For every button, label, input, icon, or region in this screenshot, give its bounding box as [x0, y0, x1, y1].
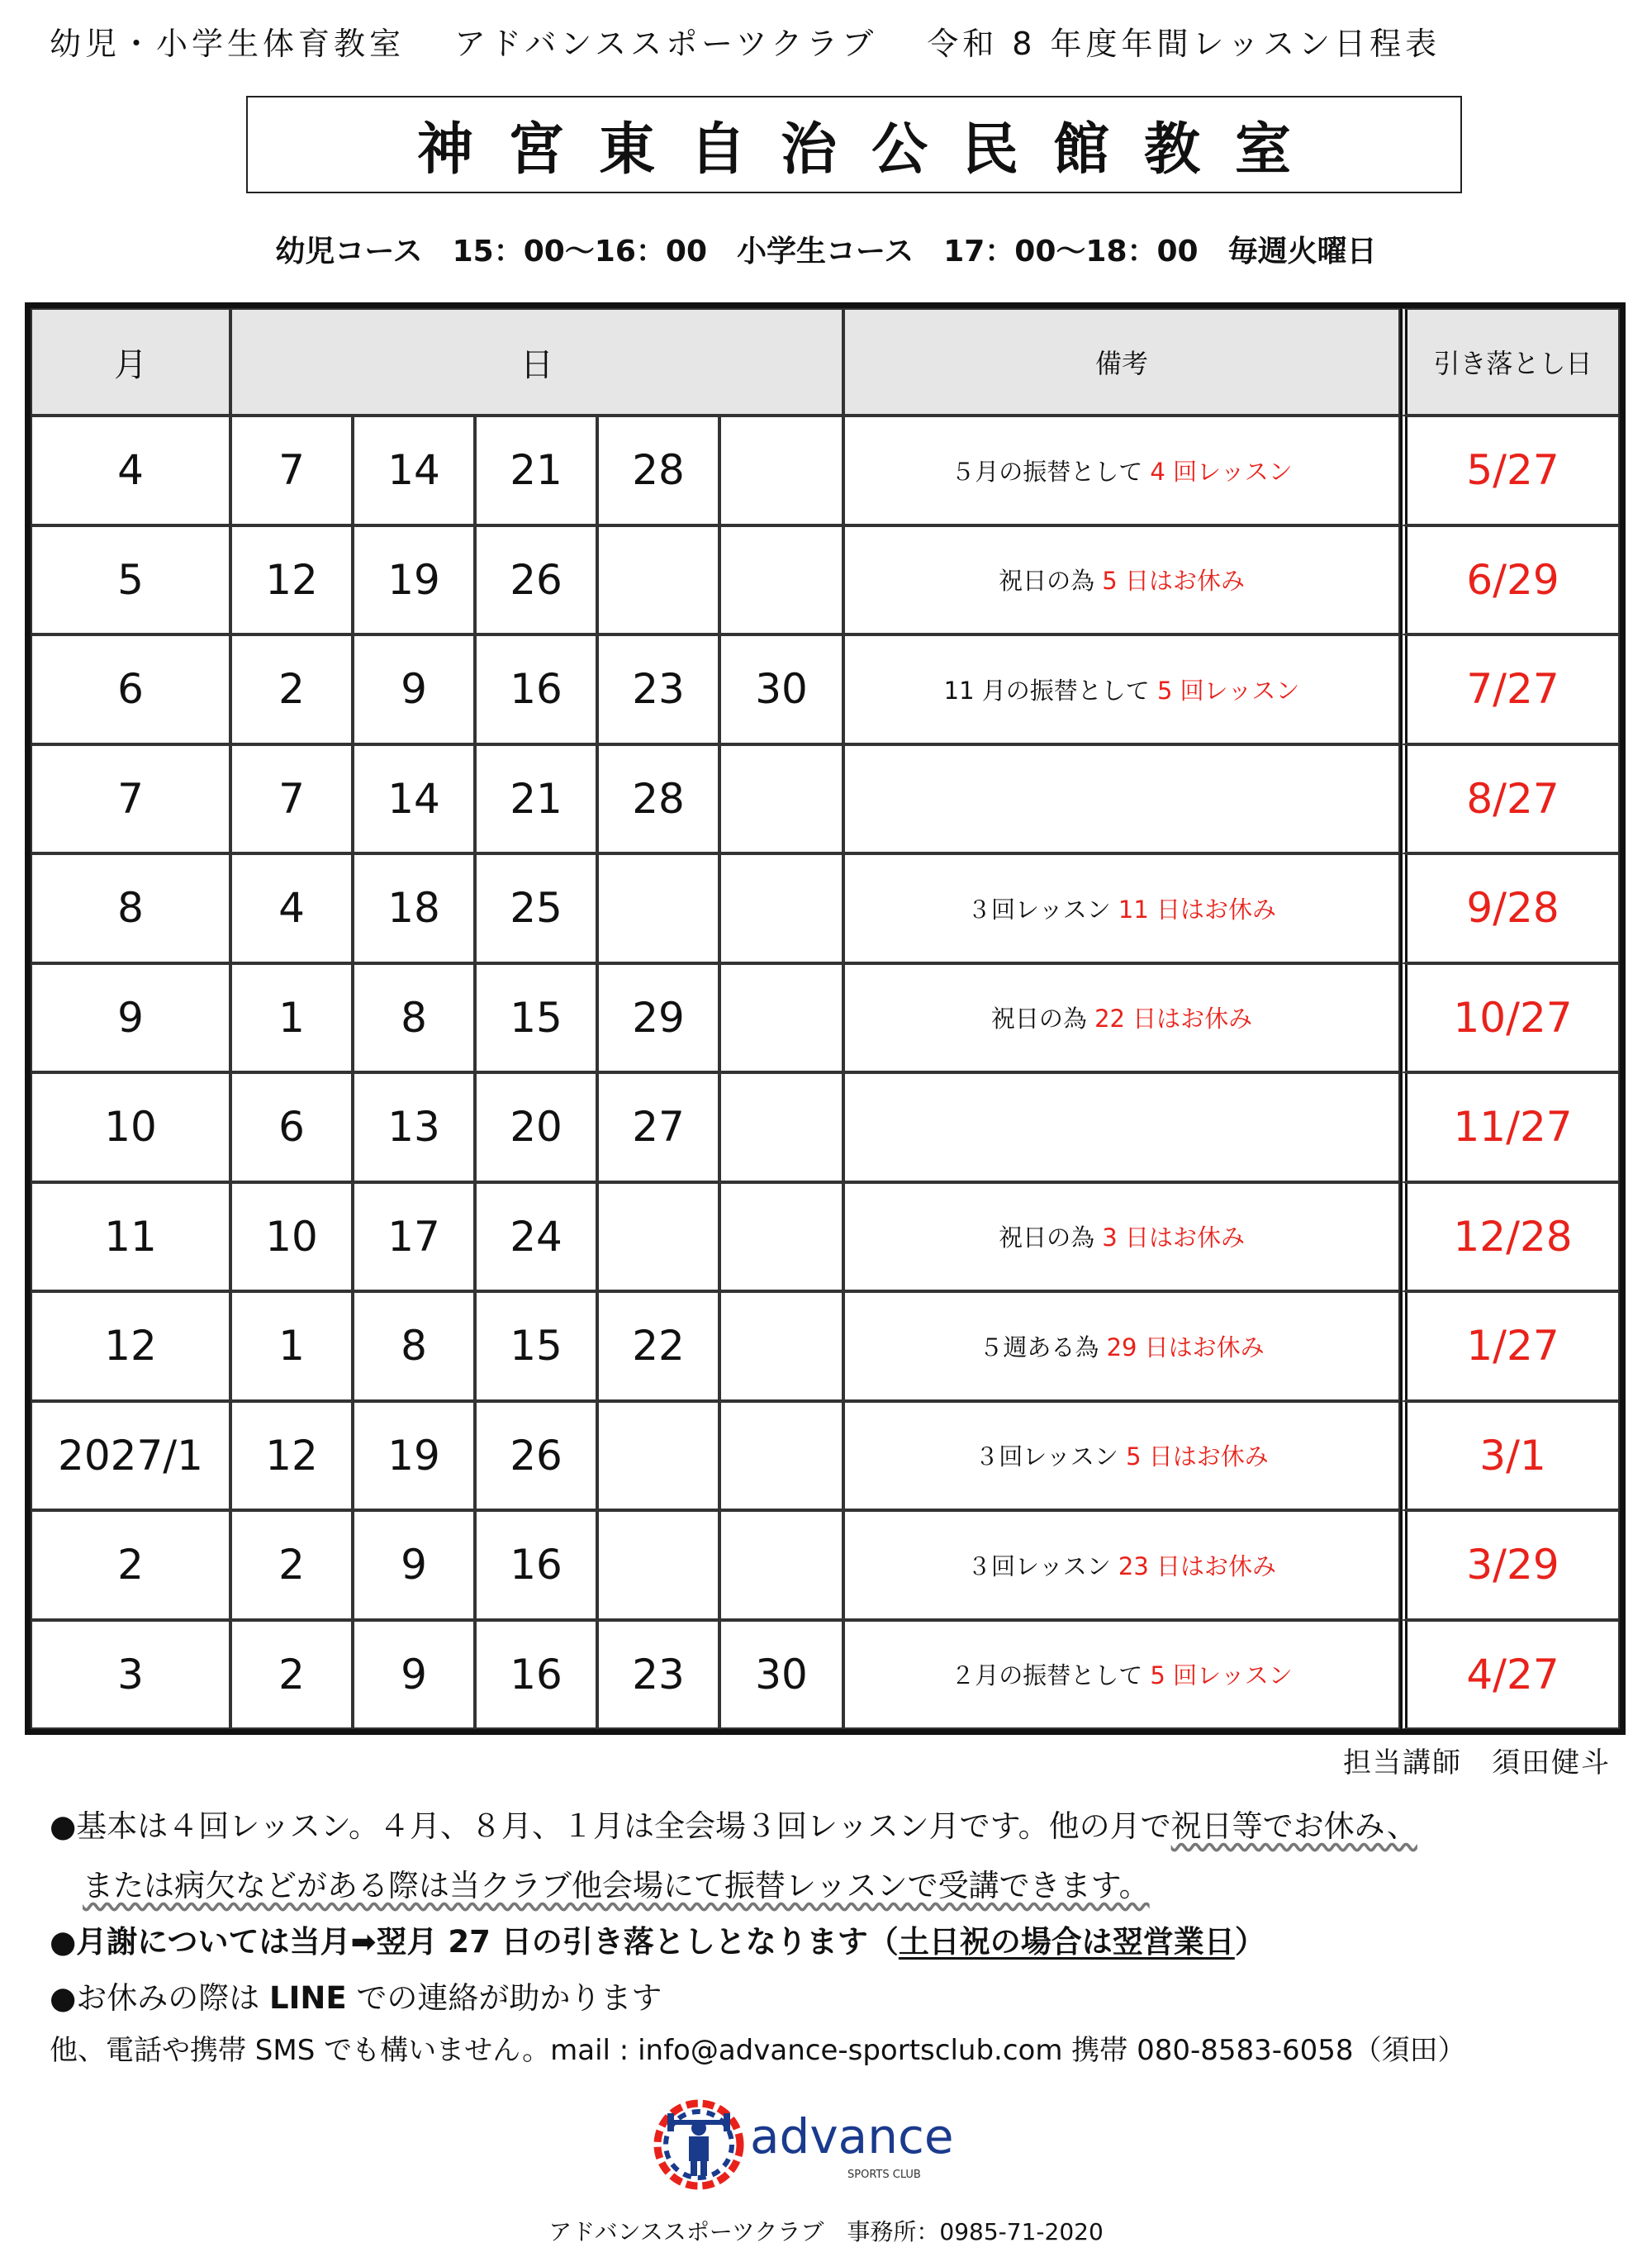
schedule-row [31, 1620, 1620, 1730]
debit-date-cell: 3/29 [1400, 1510, 1620, 1620]
lesson-schedule-table [25, 302, 1626, 1735]
venue-title-box [246, 96, 1462, 193]
month-cell: 7 [31, 744, 230, 854]
debit-date-cell: 3/1 [1400, 1401, 1620, 1511]
debit-date-cell: 11/27 [1400, 1072, 1620, 1182]
debit-date-cell: 7/27 [1400, 634, 1620, 744]
header-days: 日 [230, 308, 843, 416]
lesson-day-cell [719, 963, 843, 1073]
debit-date-cell: 9/28 [1400, 853, 1620, 963]
note-text: 11 月の振替として [943, 676, 1157, 705]
lesson-day-cell: 23 [597, 1620, 719, 1730]
month-cell: 3 [31, 1620, 230, 1730]
lesson-day-cell: 9 [353, 634, 475, 744]
note-basic-lessons [50, 1801, 1417, 1846]
debit-date-cell: 8/27 [1400, 744, 1620, 854]
note-text: ３回レッスン [966, 895, 1118, 924]
note-highlight: 5 回レッスン [1150, 1661, 1293, 1690]
logo-subtitle: SPORTS CLUB [847, 2169, 921, 2181]
document-title-line [50, 18, 1619, 64]
month-cell: 9 [31, 963, 230, 1073]
lesson-day-cell: 12 [230, 1401, 353, 1511]
lesson-day-cell: 14 [353, 416, 475, 525]
month-cell: 5 [31, 525, 230, 635]
note-cell [843, 963, 1400, 1073]
month-cell: 6 [31, 634, 230, 744]
advance-logo [653, 2095, 999, 2194]
logo-wordmark: advance [750, 2108, 954, 2164]
schedule-row [31, 1510, 1620, 1620]
schedule-row [31, 963, 1620, 1073]
note-cell [843, 1401, 1400, 1511]
lesson-day-cell: 15 [475, 1291, 597, 1401]
note-1-continued: または病欠などがある際は当クラブ他会場にて振替レッスンで受講できます。 [83, 1868, 1150, 1903]
lesson-day-cell [719, 1072, 843, 1182]
lesson-day-cell [719, 1401, 843, 1511]
lesson-day-cell: 27 [597, 1072, 719, 1182]
lesson-day-cell [719, 744, 843, 854]
lesson-day-cell: 2 [230, 1510, 353, 1620]
contact-info: 他、電話や携帯 SMS でも構いません。mail : info@advance-sportsclub.com 携帯 080-8583-6058（須田） [50, 2034, 1466, 2067]
lesson-day-cell: 30 [719, 634, 843, 744]
weightlifter-icon [657, 2103, 740, 2186]
lesson-day-cell: 1 [230, 963, 353, 1073]
note-cell [843, 1072, 1400, 1182]
note-highlight: 29 日はお休み [1106, 1333, 1265, 1361]
lesson-day-cell [719, 1510, 843, 1620]
note-text: ３回レッスン [966, 1551, 1118, 1580]
note-cell [843, 416, 1400, 525]
lesson-day-cell [719, 1291, 843, 1401]
debit-date-cell: 1/27 [1400, 1291, 1620, 1401]
note-cell [843, 634, 1400, 744]
debit-date-cell: 4/27 [1400, 1620, 1620, 1730]
lesson-day-cell: 19 [353, 525, 475, 635]
lesson-day-cell [597, 1510, 719, 1620]
month-cell: 2 [31, 1510, 230, 1620]
lesson-day-cell: 7 [230, 416, 353, 525]
note-tuition-debit [50, 1917, 1265, 1961]
note-makeup-lessons [83, 1860, 1150, 1905]
month-cell: 10 [31, 1072, 230, 1182]
header-note: 備考 [843, 308, 1400, 416]
lesson-day-cell [597, 525, 719, 635]
lesson-day-cell: 19 [353, 1401, 475, 1511]
lesson-day-cell: 2 [230, 1620, 353, 1730]
lesson-day-cell [719, 853, 843, 963]
lesson-day-cell: 8 [353, 963, 475, 1073]
lesson-day-cell: 9 [353, 1510, 475, 1620]
note-text: 祝日の為 [999, 567, 1103, 596]
lesson-day-cell: 15 [475, 963, 597, 1073]
note-absence-contact [50, 1973, 662, 2017]
lesson-day-cell: 9 [353, 1620, 475, 1730]
lesson-day-cell: 10 [230, 1182, 353, 1292]
schedule-row [31, 1182, 1620, 1292]
note-highlight: 11 日はお休み [1118, 895, 1277, 924]
lesson-day-cell: 21 [475, 416, 597, 525]
debit-date-cell: 12/28 [1400, 1182, 1620, 1292]
header-debit-date: 引き落とし日 [1400, 308, 1620, 416]
note-cell [843, 1620, 1400, 1730]
note-highlight: 5 日はお休み [1126, 1442, 1269, 1471]
note-cell [843, 525, 1400, 635]
schedule-row [31, 853, 1620, 963]
note-highlight: 23 日はお休み [1118, 1551, 1277, 1580]
schedule-row [31, 1072, 1620, 1182]
note-text: ２月の振替として [951, 1661, 1151, 1690]
note-2-close: ） [1234, 1924, 1265, 1960]
note-3-text-end: での連絡が助かります [346, 1980, 662, 2016]
debit-date-cell: 10/27 [1400, 963, 1620, 1073]
office-footer: アドバンススポーツクラブ 事務所：0985-71-2020 [548, 2218, 1104, 2245]
teacher-name: 担当講師 須田健斗 [1343, 1746, 1611, 1779]
title-club-name: アドバンススポーツクラブ [454, 26, 878, 62]
lesson-day-cell: 28 [597, 416, 719, 525]
header-month: 月 [31, 308, 230, 416]
lesson-day-cell [597, 1401, 719, 1511]
schedule-row [31, 416, 1620, 525]
schedule-row [31, 1401, 1620, 1511]
debit-date-cell: 5/27 [1400, 416, 1620, 525]
note-highlight: 5 日はお休み [1102, 567, 1245, 596]
title-class-name: 幼児・小学生体育教室 [50, 26, 406, 62]
lesson-day-cell: 17 [353, 1182, 475, 1292]
note-1-text: ●基本は４回レッスン。４月、８月、１月は全会場３回レッスン月です。他の月で [50, 1808, 1171, 1844]
lesson-day-cell: 29 [597, 963, 719, 1073]
note-cell [843, 1291, 1400, 1401]
lesson-day-cell: 16 [475, 634, 597, 744]
lesson-day-cell: 18 [353, 853, 475, 963]
schedule-row [31, 634, 1620, 744]
note-1-highlight: 祝日等でお休み、 [1170, 1808, 1417, 1844]
note-text: ３回レッスン [975, 1442, 1127, 1471]
lesson-day-cell: 6 [230, 1072, 353, 1182]
lesson-day-cell [719, 1182, 843, 1292]
lesson-day-cell: 20 [475, 1072, 597, 1182]
note-text: ５週ある為 [979, 1333, 1107, 1361]
lesson-day-cell: 21 [475, 744, 597, 854]
lesson-day-cell: 25 [475, 853, 597, 963]
lesson-day-cell: 22 [597, 1291, 719, 1401]
note-highlight: 22 日はお休み [1094, 1005, 1253, 1033]
note-2-underlined: 土日祝の場合は翌営業日 [898, 1924, 1235, 1960]
lesson-day-cell: 24 [475, 1182, 597, 1292]
note-3-line: LINE [269, 1980, 347, 2016]
month-cell: 12 [31, 1291, 230, 1401]
month-cell: 2027/1 [31, 1401, 230, 1511]
note-cell [843, 1510, 1400, 1620]
table-header-row [31, 308, 1620, 416]
lesson-day-cell [719, 416, 843, 525]
lesson-day-cell: 8 [353, 1291, 475, 1401]
lesson-day-cell: 4 [230, 853, 353, 963]
note-3-text: ●お休みの際は [50, 1980, 270, 2016]
note-cell [843, 853, 1400, 963]
course-times: 幼児コース 15：00～16：00 小学生コース 17：00～18：00 毎週火曜日 [275, 235, 1377, 268]
lesson-day-cell: 26 [475, 1401, 597, 1511]
lesson-day-cell: 26 [475, 525, 597, 635]
note-cell [843, 1182, 1400, 1292]
lesson-day-cell: 23 [597, 634, 719, 744]
schedule-row [31, 525, 1620, 635]
lesson-day-cell: 13 [353, 1072, 475, 1182]
lesson-day-cell: 16 [475, 1510, 597, 1620]
lesson-day-cell: 2 [230, 634, 353, 744]
note-highlight: 5 回レッスン [1156, 676, 1300, 705]
month-cell: 4 [31, 416, 230, 525]
note-cell [843, 744, 1400, 854]
note-text: 祝日の為 [999, 1224, 1103, 1252]
note-2-text: ●月謝については当月➡翌月 27 日の引き落としとなります（ [50, 1924, 899, 1960]
lesson-day-cell: 12 [230, 525, 353, 635]
lesson-day-cell [597, 853, 719, 963]
schedule-row [31, 744, 1620, 854]
lesson-day-cell: 7 [230, 744, 353, 854]
venue-title: 神宮東自治公民館教室 [416, 116, 1326, 183]
lesson-day-cell: 28 [597, 744, 719, 854]
schedule-row [31, 1291, 1620, 1401]
month-cell: 8 [31, 853, 230, 963]
lesson-day-cell: 14 [353, 744, 475, 854]
note-text: ５月の振替として [951, 457, 1151, 486]
lesson-day-cell: 1 [230, 1291, 353, 1401]
debit-date-cell: 6/29 [1400, 525, 1620, 635]
lesson-day-cell [719, 525, 843, 635]
note-text: 祝日の為 [990, 1005, 1095, 1033]
lesson-day-cell: 30 [719, 1620, 843, 1730]
note-highlight: 4 回レッスン [1150, 457, 1293, 486]
title-schedule-year: 令和 8 年度年間レッスン日程表 [927, 26, 1441, 62]
month-cell: 11 [31, 1182, 230, 1292]
lesson-day-cell [597, 1182, 719, 1292]
note-highlight: 3 日はお休み [1102, 1224, 1245, 1252]
lesson-day-cell: 16 [475, 1620, 597, 1730]
